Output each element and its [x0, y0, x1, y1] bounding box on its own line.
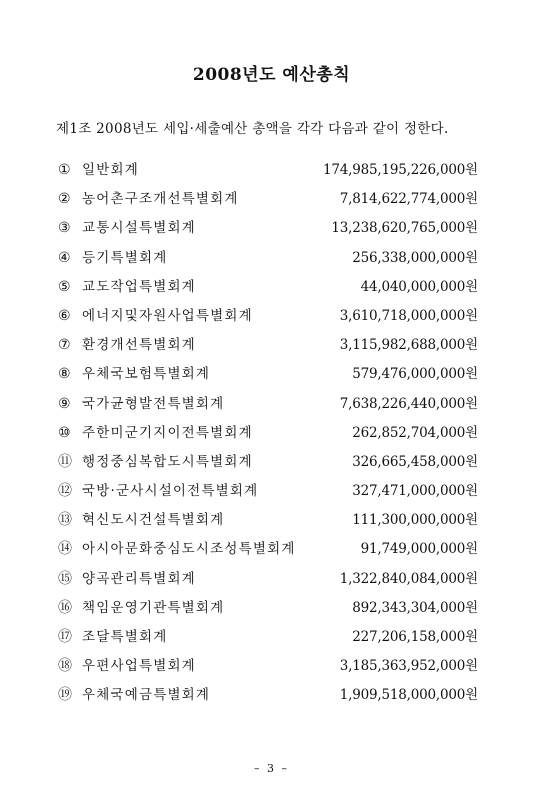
account-number: ⑬ — [58, 512, 72, 529]
account-amount: 262,852,704,000원 — [352, 424, 478, 441]
account-name: 아시아문화중심도시조성특별회계 — [82, 541, 296, 558]
account-row — [58, 392, 478, 421]
account-number: ⑤ — [58, 278, 71, 295]
account-number: ⑫ — [58, 483, 72, 500]
account-row — [58, 567, 478, 596]
account-number: ⑧ — [58, 366, 71, 383]
account-row — [58, 333, 478, 362]
account-amount: 1,909,518,000,000원 — [339, 687, 478, 704]
account-number: ⑩ — [58, 424, 71, 441]
account-name: 일반회계 — [82, 162, 139, 178]
page-title: 2008년도 예산총칙 — [192, 65, 351, 85]
account-name: 조달특별회계 — [82, 629, 168, 645]
account-amount: 7,814,622,774,000원 — [339, 191, 478, 208]
account-amount: 111,300,000,000원 — [352, 512, 478, 529]
account-name: 농어촌구조개선특별회계 — [82, 191, 239, 208]
account-name: 국가균형발전특별회계 — [82, 395, 225, 412]
account-name: 환경개선특별회계 — [82, 337, 196, 354]
account-row — [58, 304, 478, 333]
account-amount: 13,238,620,765,000원 — [331, 220, 478, 237]
account-number: ③ — [58, 220, 71, 237]
account-amount: 892,343,304,000원 — [352, 599, 478, 616]
account-row — [58, 362, 478, 391]
account-amount: 3,185,363,952,000원 — [339, 658, 478, 675]
account-number: ② — [58, 191, 71, 208]
account-amount: 91,749,000,000원 — [360, 541, 478, 558]
account-row — [58, 246, 478, 275]
account-row — [58, 275, 478, 304]
account-name: 주한미군기지이전특별회계 — [82, 424, 253, 441]
account-row — [58, 683, 478, 712]
account-row — [58, 479, 478, 508]
account-name: 우체국예금특별회계 — [82, 687, 211, 704]
account-name: 교통시설특별회계 — [82, 220, 196, 237]
account-amount: 1,322,840,084,000원 — [339, 570, 478, 587]
page-number: – 3 – — [254, 762, 289, 775]
account-row — [58, 187, 478, 216]
account-number: ⑮ — [58, 570, 72, 587]
account-number: ⑥ — [58, 307, 71, 324]
account-row — [58, 216, 478, 245]
account-number: ⑲ — [58, 687, 72, 704]
account-row — [58, 450, 478, 479]
account-number: ⑭ — [58, 541, 72, 558]
account-name: 교도작업특별회계 — [82, 278, 196, 295]
account-amount: 256,338,000,000원 — [352, 249, 478, 266]
account-name: 등기특별회계 — [82, 249, 168, 266]
account-number: ⑯ — [58, 599, 72, 616]
account-row — [58, 508, 478, 537]
account-number: ④ — [58, 249, 71, 266]
account-amount: 3,610,718,000,000원 — [339, 307, 478, 324]
account-number: ⑪ — [58, 453, 72, 470]
account-number: ⑨ — [58, 395, 71, 412]
budget-account-list — [58, 158, 478, 713]
account-name: 행정중심복합도시특별회계 — [82, 453, 253, 470]
account-name: 우편사업특별회계 — [82, 658, 196, 675]
account-number: ⑱ — [58, 658, 72, 675]
account-name: 에너지및자원사업특별회계 — [82, 307, 253, 324]
account-name: 우체국보험특별회계 — [82, 366, 211, 383]
account-row — [58, 537, 478, 566]
account-amount: 174,985,195,226,000원 — [322, 162, 478, 178]
account-amount: 326,665,458,000원 — [352, 453, 478, 470]
account-amount: 7,638,226,440,000원 — [339, 395, 478, 412]
account-name: 혁신도시건설특별회계 — [82, 512, 225, 529]
account-row — [58, 421, 478, 450]
account-row — [58, 654, 478, 683]
account-amount: 3,115,982,688,000원 — [339, 337, 478, 354]
account-name: 양곡관리특별회계 — [82, 570, 196, 587]
account-number: ⑰ — [58, 629, 72, 645]
article-intro: 제1조 2008년도 세입·세출예산 총액을 각각 다음과 같이 정한다. — [56, 121, 449, 137]
account-number: ① — [58, 162, 71, 178]
account-row — [58, 158, 478, 187]
account-row — [58, 596, 478, 625]
account-name: 책임운영기관특별회계 — [82, 599, 225, 616]
account-amount: 327,471,000,000원 — [352, 483, 478, 500]
account-amount: 579,476,000,000원 — [352, 366, 478, 383]
account-row — [58, 625, 478, 654]
account-number: ⑦ — [58, 337, 71, 354]
account-name: 국방·군사시설이전특별회계 — [82, 483, 259, 500]
account-amount: 227,206,158,000원 — [352, 629, 478, 645]
account-amount: 44,040,000,000원 — [360, 278, 478, 295]
